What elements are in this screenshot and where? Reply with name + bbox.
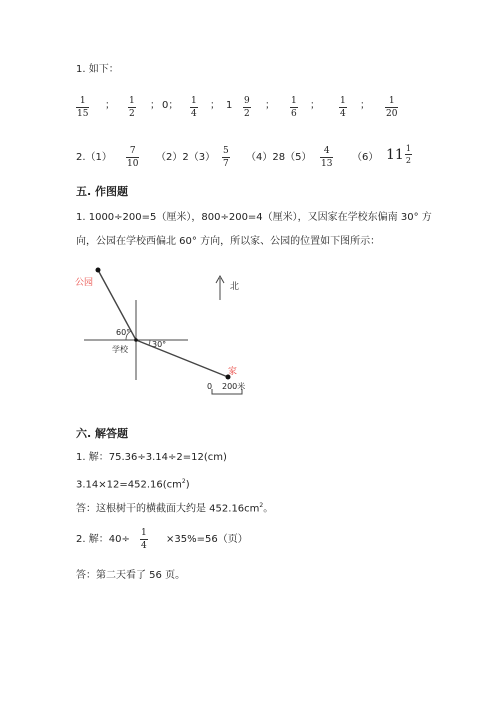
location-diagram — [70, 262, 290, 402]
fraction-1-2: 1 2 — [129, 96, 135, 119]
scale-distance-label: 200米 — [222, 382, 246, 391]
answer-2-part-1: 2.（1） — [76, 152, 112, 163]
mixed-number-11-1-2: 11 $\frac{1}{2}$ — [386, 144, 411, 165]
answer-2-part-6: （6） — [352, 152, 379, 163]
answer-1-label: 1. 如下： — [76, 64, 119, 75]
fraction-7-10: 7 10 — [127, 146, 139, 169]
separator: ； — [150, 100, 160, 111]
fraction-1-4-b: 1 4 — [340, 96, 346, 119]
zero-value: 0； — [162, 100, 179, 111]
fraction-9-2: 9 2 — [244, 96, 250, 119]
scale-zero-label: 0 — [207, 382, 213, 391]
separator: ； — [105, 100, 115, 111]
one-value: 1 — [226, 100, 233, 111]
answer-2-part-4-5: （4）28（5） — [246, 152, 312, 163]
fraction-1-4-c: 1 4 — [141, 528, 147, 551]
separator: ； — [265, 100, 275, 111]
fraction-5-7: 5 7 — [223, 146, 229, 169]
fraction-1-6: 1 6 — [291, 96, 297, 119]
solution-2-answer: 答：第二天看了 56 页。 — [76, 570, 186, 581]
angle-60-label: 60° — [116, 328, 131, 337]
separator: ； — [210, 100, 220, 111]
solution-2-text-a: 2. 解：40÷ — [76, 534, 130, 545]
section-5-title: 五. 作图题 — [76, 185, 129, 198]
solution-1-answer: 答：这根树干的横截面大约是 $452.16cm^2$。 — [76, 502, 274, 515]
park-label: 公园 — [75, 278, 94, 288]
fraction-1-15: 1 15 — [77, 96, 89, 119]
solution-1-line-1: 1. 解：75.36÷3.14÷2=12(cm) — [76, 452, 227, 463]
separator: ； — [360, 100, 370, 111]
solution-1-line-2: $3.14\times 12=452.16(cm^2)$ — [76, 478, 190, 491]
angle-30-arc — [149, 340, 150, 345]
north-label: 北 — [230, 282, 240, 292]
school-label: 学校 — [112, 345, 128, 354]
answer-2-part-2-3: （2）2（3） — [156, 152, 216, 163]
home-line — [136, 340, 228, 377]
home-label: 家 — [228, 367, 238, 377]
fraction-1-20: 1 20 — [386, 96, 398, 119]
fraction-1-4: 1 4 — [191, 96, 197, 119]
solution-2-text-b: ×35%=56（页） — [166, 534, 248, 545]
section-5-text-1: 1. 1000÷200=5（厘米），800÷200=4（厘米），又因家在学校东偏南 30° 方 — [76, 212, 432, 223]
park-point — [96, 268, 101, 273]
school-point — [134, 338, 138, 342]
fraction-4-13: 4 13 — [321, 146, 333, 169]
section-5-text-2: 向，公园在学校西偏北 60° 方向，所以家、公园的位置如下图所示： — [76, 236, 381, 247]
section-6-title: 六. 解答题 — [76, 427, 129, 440]
separator: ； — [310, 100, 320, 111]
angle-30-label: 30° — [152, 340, 167, 349]
